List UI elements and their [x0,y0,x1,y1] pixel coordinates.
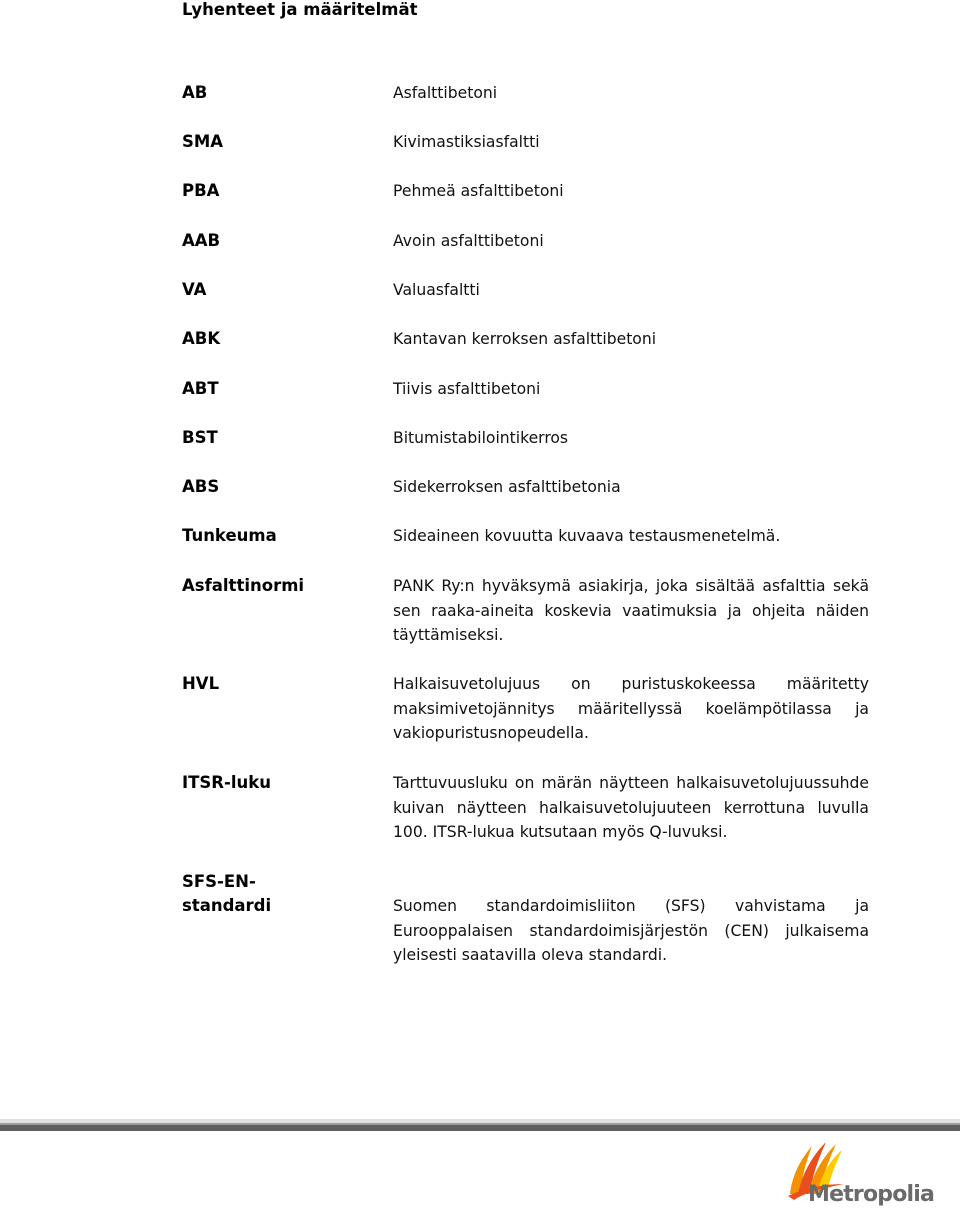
definition-pba: Pehmeä asfalttibetoni [393,182,564,200]
term-abk: ABK [182,329,221,348]
term-tunkeuma: Tunkeuma [182,526,277,545]
metropolia-wordmark: Metropolia [808,1182,935,1207]
term-bst: BST [182,428,218,447]
term-abs: ABS [182,477,220,496]
term-sfs-en-line1: SFS-EN- [182,872,256,891]
definition-tunkeuma: Sideaineen kovuutta kuvaava testausmenetelmä. [393,527,781,545]
term-pba: PBA [182,181,220,200]
page-title: Lyhenteet ja määritelmät [182,0,418,19]
term-hvl: HVL [182,674,220,693]
term-va: VA [182,280,207,299]
definition-asfalttinormi: PANK Ry:n hyväksymä asiakirja, joka sisältää asfalttia sekä sen raaka-aineita koskevia vaatimuksia ja ohjeita näiden täyttämiseksi. [393,577,869,645]
definition-abk: Kantavan kerroksen asfalttibetoni [393,330,657,348]
definition-sma: Kivimastiksiasfaltti [393,133,540,151]
term-itsr-luku: ITSR-luku [182,773,271,792]
definition-sfs-en-standardi: Suomen standardoimisliiton (SFS) vahvistama ja Eurooppalaisen standardoimisjärjestön (CEN) julkaisema yleisesti saatavilla oleva standardi. [393,897,869,965]
term-abt: ABT [182,379,219,398]
term-sfs-en-line2: standardi [182,896,272,915]
definition-ab: Asfalttibetoni [393,84,498,102]
term-sma: SMA [182,132,224,151]
term-asfalttinormi: Asfalttinormi [182,576,305,595]
footer-divider [0,1119,960,1131]
definition-bst: Bitumistabilointikerros [393,429,569,447]
definition-aab: Avoin asfalttibetoni [393,232,544,250]
term-aab: AAB [182,231,221,250]
definition-itsr-luku: Tarttuvuusluku on märän näytteen halkaisuvetolujuussuhde kuivan näytteen halkaisuvetolujuuteen kerrottuna luvulla 100. ITSR-lukua kutsutaan myös Q-luvuksi. [393,774,869,842]
term-ab: AB [182,83,208,102]
definition-hvl: Halkaisuvetolujuus on puristuskokeessa määritetty maksimivetojännitys määritellyssä koelämpötilassa ja vakiopuristusnopeudella. [393,675,869,743]
definition-va: Valuasfaltti [393,281,480,299]
definition-abs: Sidekerroksen asfalttibetonia [393,478,621,496]
definition-abt: Tiivis asfalttibetoni [393,380,541,398]
